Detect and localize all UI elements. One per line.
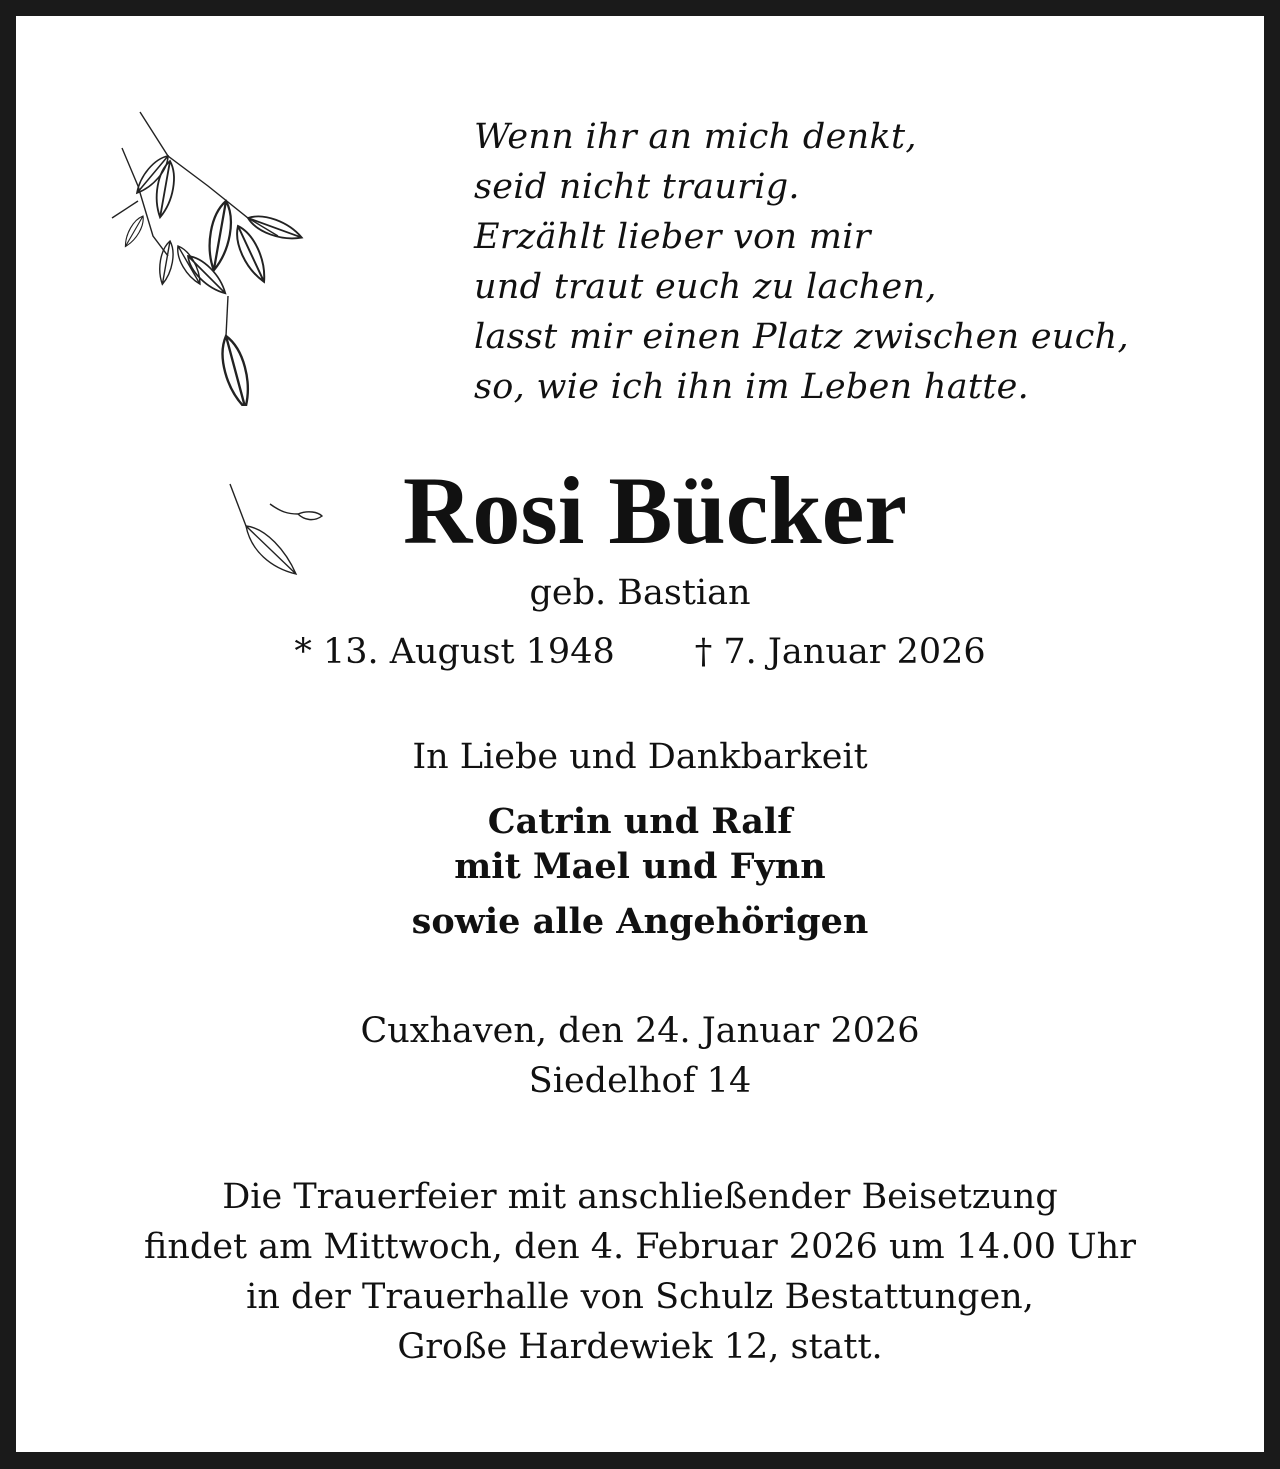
poem-line: so, wie ich ihn im Leben hatte. — [474, 367, 1030, 407]
poem-line: Wenn ihr an mich denkt, — [474, 117, 917, 157]
service-line: findet am Mittwoch, den 4. Februar 2026 um 14.00 Uhr — [144, 1227, 1136, 1267]
mourner-line: mit Mael und Fynn — [454, 846, 826, 887]
poem-line: Erzählt lieber von mir — [474, 217, 871, 257]
service-line: Die Trauerfeier mit anschließender Beisetzung — [222, 1177, 1058, 1217]
mourner-line: sowie alle Angehörigen — [411, 901, 869, 942]
place-date: Cuxhaven, den 24. Januar 2026 — [360, 1011, 920, 1051]
address: Siedelhof 14 — [528, 1061, 752, 1101]
birth-date: * 13. August 1948 — [294, 632, 615, 672]
obituary-card — [16, 16, 1264, 1452]
life-dates — [16, 627, 1264, 677]
service-line: in der Trauerhalle von Schulz Bestattungen, — [246, 1277, 1034, 1317]
poem-line: lasst mir einen Platz zwischen euch, — [474, 317, 1129, 357]
leaf-branch-illustration — [108, 106, 328, 406]
poem-line: und traut euch zu lachen, — [474, 267, 937, 307]
deceased-name: Rosi Bücker — [403, 457, 907, 564]
death-date: † 7. Januar 2026 — [694, 632, 986, 672]
poem — [474, 112, 1129, 412]
dedication: In Liebe und Dankbarkeit — [412, 737, 868, 777]
maiden-name: geb. Bastian — [529, 573, 751, 613]
mourner-line: Catrin und Ralf — [487, 801, 793, 842]
service-line: Große Hardewiek 12, statt. — [397, 1327, 883, 1367]
poem-line: seid nicht traurig. — [474, 167, 800, 207]
